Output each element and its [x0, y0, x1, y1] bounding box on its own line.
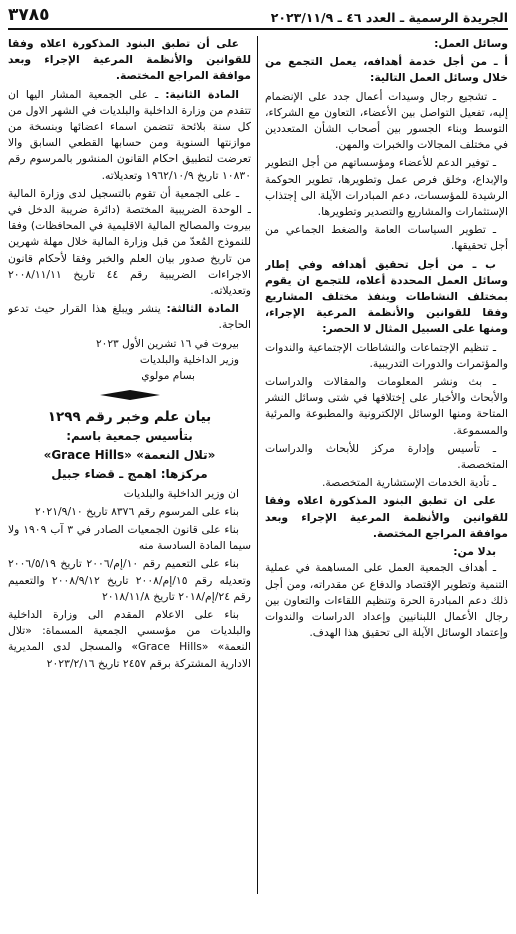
- decision-title: بيان علم وخبر رقم ١٢٩٩: [47, 408, 212, 425]
- page-number: ٣٧٨٥: [8, 5, 50, 25]
- means-a-item: ـ تطوير السياسات العامة والضغط الجماعي من أجل تحقيقها.: [265, 223, 508, 253]
- article-2: [8, 87, 251, 184]
- right-column: [265, 36, 508, 928]
- means-a-item: ـ توفير الدعم للأعضاء ومؤسساتهم من أجل التطوير والإبداع، وخلق فرص عمل وتطويرها، تطوير الحوكمة الرشيدة للمؤسسات، دعم المبادرات الآيلة الى إجتذاب الإستثمارات والمشاريع والتصدير وتطويرها.: [265, 156, 508, 219]
- minister-title: وزير الداخلية والبلديات: [139, 353, 239, 366]
- article-2-label: المادة الثانية:: [165, 87, 240, 101]
- preamble-line: بناء على المرسوم رقم ٨٣٧٦ تاريخ ٢٠٢١/٩/١٠: [34, 504, 239, 518]
- section-separator: [48, 389, 211, 401]
- article-3: [8, 301, 251, 333]
- gazette-title: الجريدة الرسمية ـ العدد ٤٦ ـ ٢٠٢٣/١١/٩: [270, 10, 508, 25]
- means-b-item: ـ تنظيم الإجتماعات والنشاطات الإجتماعية والندوات والمؤتمرات والدورات التدريبية.: [265, 340, 508, 370]
- closing-condition: على ان تطبق البنود المذكورة اعلاه وفقا للقوانين والأنظمة المرعية الإجراء وبعد موافقة المراجع المختصة.: [265, 494, 508, 540]
- page-header: [8, 6, 508, 30]
- article-3-text: ينشر ويبلغ هذا القرار حيث تدعو الحاجة.: [8, 302, 251, 332]
- article-3-label: المادة الثالثة:: [166, 302, 239, 316]
- left-column: [8, 36, 251, 928]
- means-b-intro: ب ـ من أجل تحقيق أهدافه وفي إطار وسائل العمل المحددة أعلاه، للتجمع ان يقوم بمختلف النشاطات وينفذ مختلف المشاريع وفقا للقوانين والأنظمة المرعية الإجراء، ومنها على السبيل المثال لا الحصر:: [265, 257, 508, 336]
- preamble-line: بناء على قانون الجمعيات الصادر في ٣ آب ١٩٠٩ ولا سيما المادة السادسة منه: [8, 523, 251, 553]
- place-date: بيروت في ١٦ تشرين الأول ٢٠٢٣: [95, 337, 239, 350]
- means-b-item: ـ تأدية الخدمات الإستشارية المتخصصة.: [321, 476, 496, 490]
- instead-of-label: بدلا من:: [453, 545, 496, 559]
- minister-name: بسام مولوي: [141, 369, 195, 382]
- preamble-line: ان وزير الداخلية والبلديات: [123, 486, 239, 500]
- top-condition: على أن تطبق البنود المذكورة اعلاه وفقا للقوانين والأنظمة المرعية الإجراء وبعد موافقة المراجع المختصة.: [8, 37, 251, 83]
- column-divider: [257, 36, 258, 894]
- article-2-text: ـ على الجمعية المشار اليها ان تتقدم من وزارة الداخلية والبلديات في الشهر الاول من كل سنة بلائحة تتضمن اسماء اعضائها وبنسخة من موازنتها السنوية ومن حسابها القطعي السابق والا تعرضت لتطبيق احكام القانون المنشور بالمرسوم رقم ١٠٨٣٠ تاريخ ١٩٦٢/١٠/٩ وتعديلاته.: [8, 87, 251, 182]
- means-b-item: ـ بث ونشر المعلومات والمقالات والدراسات والأبحاث والأخبار على إختلافها في شتى وسائل النشر المتاحة ومنها الوسائل الإلكترونية والمطبوعة والمرئية والمسموعة.: [265, 375, 508, 437]
- means-a-intro: أ ـ من أجل خدمة أهدافه، يعمل التجمع من خلال وسائل العمل التالية:: [265, 55, 508, 85]
- means-a-item: ـ تشجيع رجال وسيدات أعمال جدد على الإنضمام إليه، تفعيل التواصل بين الأعضاء، التعاون مع الشركاء، التوسط وبناء الجسور بين أصحاب الشأن المتعددين في مختلف المجالات والخبرات والمهن.: [265, 89, 508, 152]
- association-name: «تلال النعمة» «Grace Hills»: [43, 447, 216, 462]
- means-heading: وسائل العمل:: [434, 37, 508, 50]
- instead-of-text: ـ أهداف الجمعية العمل على المساهمة في عملية التنمية وتطوير الإقتصاد والدفاع عن مقدراته، ومن أجل ذلك دعم المبادرة الحرة وتنظيم اللقاءات والتعاون بين رجال الأعمال اللبنانيين وإعداد الدراسات والندوات وإعتماد الوسائل الآيلة الى تحقيق هذا الهدف.: [265, 561, 508, 640]
- preamble-line: بناء على الاعلام المقدم الى وزارة الداخلية والبلديات من مؤسسي الجمعية المسماة: «تلال النعمة» «Grace Hills» والمسجل لدى المديرية الادارية المشتركة برقم ٢٤٥٧ تاريخ ٢٠٢٣/٢/١٦: [8, 608, 251, 670]
- decision-subtitle: بتأسيس جمعية باسم:: [66, 428, 193, 443]
- separator-ornament: [100, 390, 160, 400]
- association-location: مركزها: اهمج ـ قضاء جبيل: [51, 466, 208, 481]
- means-b-item: ـ تأسيس وإدارة مركز للأبحاث والدراسات المتخصصة.: [265, 441, 508, 472]
- article-2-item: ـ على الجمعية أن تقوم بالتسجيل لدى وزارة المالية ـ الوحدة الضريبية المختصة (دائرة ضريبة الدخل في بيروت والمصالح المالية الاقليمية في المحافظات) وفقا للنموذج المُعدّ من قبل وزارة المالية خلال مهلة شهرين من تاريخ صدور بيان العلم والخبر وفقا لأحكام قانون الاجراءات الضريبية رقم ٤٤ تاريخ ٢٠٠٨/١١/١١ وتعديلاته.: [8, 186, 251, 298]
- preamble-line: بناء على التعميم رقم ١٠/إم/٢٠٠٦ تاريخ ٢٠٠٦/٥/١٩ وتعديله رقم ١٥/إم/٢٠٠٨ تاريخ ٢٠٠٨/٩/١٢ والتعميم رقم ٢٤/إم/٢٠١٨ تاريخ ٢٠١٨/١١/٨: [8, 557, 251, 603]
